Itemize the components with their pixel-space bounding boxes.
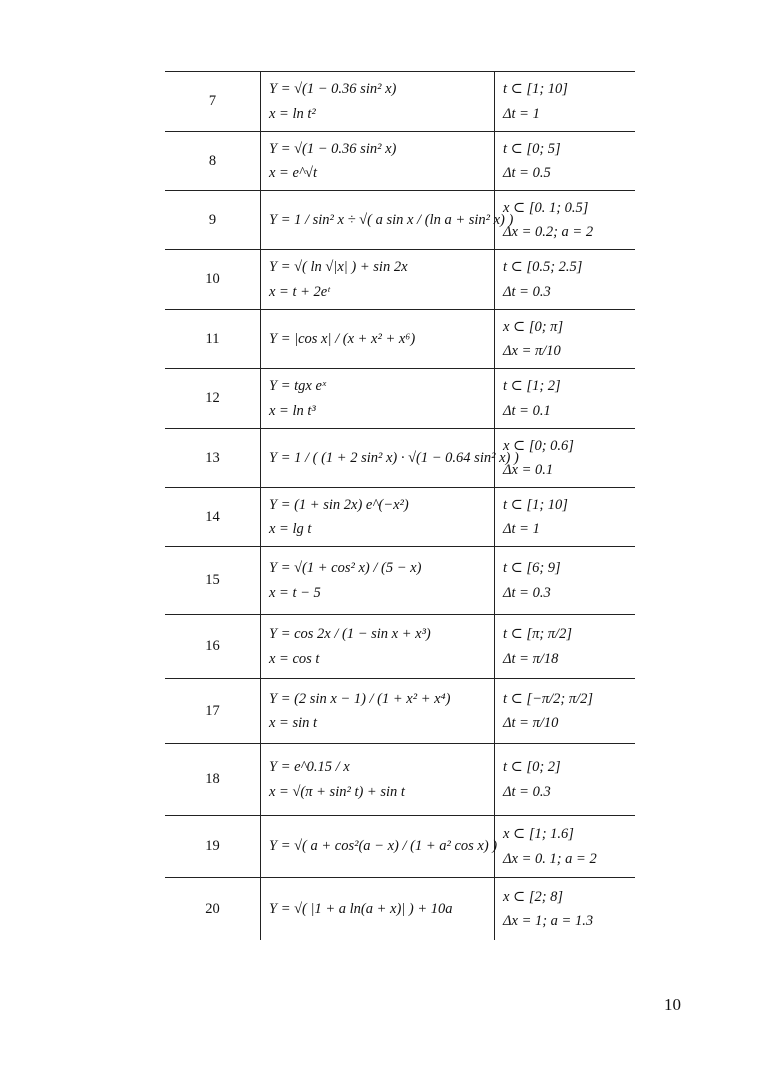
function-formula: Y = tgx eˣ [269, 378, 326, 395]
interval-text: t ⊂ [0; 5] [503, 140, 561, 157]
function-formula: Y = |cos x| / (x + x² + x⁶) [269, 330, 416, 347]
interval-text: t ⊂ [1; 2] [503, 378, 561, 395]
step-text: Δt = 0.5 [503, 165, 551, 181]
variant-number: 20 [165, 878, 261, 941]
range-cell [495, 72, 636, 132]
argument-formula: x = √(π + sin² t) + sin t [269, 783, 405, 800]
variant-number: 7 [165, 72, 261, 132]
variant-number: 8 [165, 132, 261, 191]
step-text: Δt = 0.3 [503, 783, 551, 800]
range-cell [495, 816, 636, 878]
page-number: 10 [664, 995, 681, 1014]
step-text: Δt = 0.3 [503, 584, 551, 601]
interval-text: t ⊂ [π; π/2] [503, 626, 572, 643]
variant-number: 18 [165, 744, 261, 816]
range-cell [495, 878, 636, 941]
step-text: Δx = π/10 [503, 343, 561, 359]
interval-text: t ⊂ [1; 10] [503, 496, 568, 513]
variant-number: 14 [165, 488, 261, 547]
step-text: Δx = 0.2; a = 2 [503, 224, 594, 240]
table-row [165, 310, 635, 369]
range-cell [495, 679, 636, 744]
argument-formula: x = lg t [269, 521, 312, 537]
function-cell [261, 250, 495, 310]
range-cell [495, 744, 636, 816]
function-cell [261, 132, 495, 191]
table-row [165, 72, 635, 132]
range-cell [495, 488, 636, 547]
interval-text: t ⊂ [0; 2] [503, 759, 561, 776]
range-cell [495, 615, 636, 679]
table-row [165, 547, 635, 615]
table-row [165, 878, 635, 941]
table-row [165, 250, 635, 310]
function-formula: Y = cos 2x / (1 − sin x + x³) [269, 626, 431, 643]
argument-formula: x = e^√t [269, 165, 318, 181]
interval-text: x ⊂ [0; 0.6] [503, 437, 574, 454]
table-row [165, 429, 635, 488]
table-row [165, 816, 635, 878]
function-cell [261, 369, 495, 429]
variant-number: 12 [165, 369, 261, 429]
function-formula: Y = e^0.15 / x [269, 759, 350, 776]
argument-formula: x = ln t³ [269, 402, 316, 419]
function-cell [261, 310, 495, 369]
variant-number: 19 [165, 816, 261, 878]
interval-text: x ⊂ [0. 1; 0.5] [503, 199, 589, 216]
range-cell [495, 250, 636, 310]
argument-formula: x = t − 5 [269, 584, 321, 601]
range-cell [495, 369, 636, 429]
interval-text: t ⊂ [0.5; 2.5] [503, 259, 583, 276]
function-cell [261, 547, 495, 615]
function-formula: Y = √( |1 + a ln(a + x)| ) + 10a [269, 900, 453, 917]
step-text: Δx = 0. 1; a = 2 [503, 850, 597, 867]
step-text: Δt = 1 [503, 521, 540, 537]
table-row [165, 369, 635, 429]
interval-text: t ⊂ [6; 9] [503, 560, 561, 577]
step-text: Δt = 1 [503, 105, 540, 122]
function-formula: Y = √( ln √|x| ) + sin 2x [269, 259, 408, 276]
variant-number: 16 [165, 615, 261, 679]
range-cell [495, 310, 636, 369]
function-cell [261, 679, 495, 744]
step-text: Δt = 0.1 [503, 402, 551, 419]
interval-text: t ⊂ [−π/2; π/2] [503, 690, 594, 707]
argument-formula: x = t + 2eᵗ [269, 283, 330, 300]
range-cell [495, 132, 636, 191]
step-text: Δt = 0.3 [503, 283, 551, 300]
step-text: Δx = 1; a = 1.3 [503, 913, 594, 929]
table-row [165, 615, 635, 679]
argument-formula: x = cos t [269, 650, 320, 667]
range-cell [495, 191, 636, 250]
argument-formula: x = sin t [269, 715, 318, 731]
function-cell [261, 72, 495, 132]
interval-text: x ⊂ [1; 1.6] [503, 826, 574, 843]
function-cell [261, 816, 498, 878]
step-text: Δt = π/10 [503, 715, 559, 731]
function-formula: Y = √(1 − 0.36 sin² x) [269, 140, 397, 157]
variant-number: 17 [165, 679, 261, 744]
function-formula: Y = 1 / ( (1 + 2 sin² x) · √(1 − 0.64 sin² x) ) [269, 449, 519, 466]
function-cell [261, 615, 495, 679]
interval-text: x ⊂ [0; π] [503, 318, 564, 335]
step-text: Δx = 0.1 [503, 462, 554, 478]
variant-number: 11 [165, 310, 261, 369]
argument-formula: x = ln t² [269, 105, 316, 122]
variants-table [165, 71, 635, 940]
interval-text: x ⊂ [2; 8] [503, 888, 564, 905]
table-row [165, 744, 635, 816]
function-formula: Y = (1 + sin 2x) e^(−x²) [269, 496, 409, 513]
range-cell [495, 547, 636, 615]
variant-number: 9 [165, 191, 261, 250]
function-cell [261, 878, 495, 941]
function-formula: Y = √(1 + cos² x) / (5 − x) [269, 560, 422, 577]
interval-text: t ⊂ [1; 10] [503, 81, 568, 98]
function-cell [261, 744, 495, 816]
step-text: Δt = π/18 [503, 650, 559, 667]
function-formula: Y = √(1 − 0.36 sin² x) [269, 81, 397, 98]
function-cell [261, 191, 514, 250]
table-row [165, 191, 635, 250]
function-formula: Y = (2 sin x − 1) / (1 + x² + x⁴) [269, 690, 451, 707]
variant-number: 10 [165, 250, 261, 310]
variant-number: 15 [165, 547, 261, 615]
function-cell [261, 429, 519, 488]
function-formula: Y = 1 / sin² x ÷ √( a sin x / (ln a + sin² x) ) [269, 211, 514, 228]
function-cell [261, 488, 495, 547]
variant-number: 13 [165, 429, 261, 488]
table-row [165, 488, 635, 547]
table-row [165, 679, 635, 744]
function-formula: Y = √( a + cos²(a − x) / (1 + a² cos x) ) [269, 838, 498, 855]
table-row [165, 132, 635, 191]
